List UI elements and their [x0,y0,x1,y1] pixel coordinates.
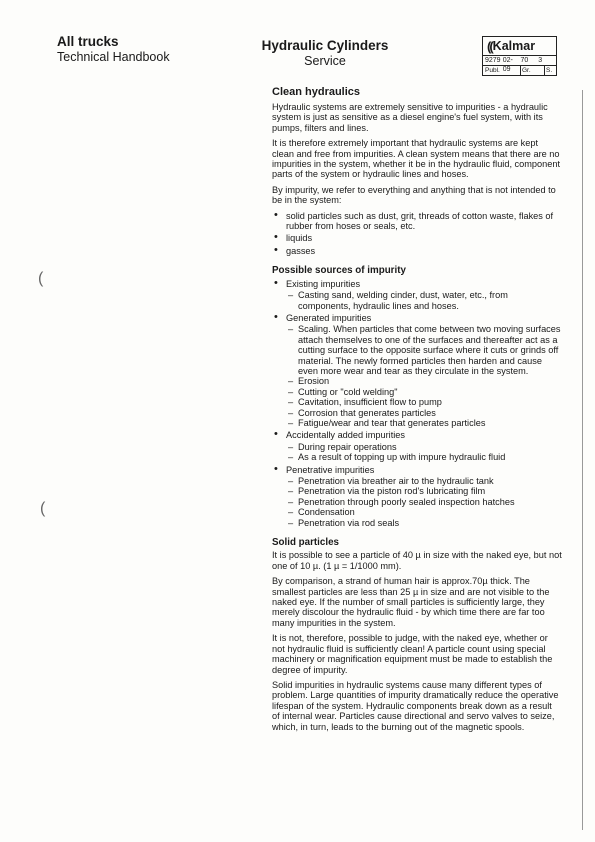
list-item-label: Penetrative impurities [286,464,375,475]
brand-name: Kalmar [492,39,536,53]
sub-list-item: – Corrosion that generates particles [298,408,562,418]
sub-list-item: – As a result of topping up with impure hydraulic fluid [298,452,562,462]
document-id-box [482,36,557,76]
brand-logo [483,37,556,56]
page-body [272,86,562,737]
list-item: • liquids [286,233,562,243]
section-title: Clean hydraulics [272,86,361,98]
section-title: Solid particles [272,537,339,549]
sub-list-item: – Cavitation, insufficient flow to pump [298,397,562,407]
paragraph: By comparison, a strand of human hair is approx.70µ thick. The smallest particles are less than 25 µ in size and are not visible to the naked eye. If the number of small particles is sufficiently large, they merely discolour the hydraulic fluid - by which time there are far too many impurities in the system. [272,576,550,628]
list-item [286,465,562,528]
margin-mark: ( [40,500,46,517]
list-item [286,313,562,428]
paragraph: Solid impurities in hydraulic systems cause many different types of problem. Large quantities of impurity dramatically reduce the operative lifespan of the system. Hydraulic components break down as a result of internal wear. Particles cause directional and servo valves to seize, which, in turn, leads to the burning out of the magnetic spools. [272,679,559,732]
page-label: S. [544,66,556,75]
doc-number-part: 9279 [485,57,501,64]
list-item [286,430,562,462]
header-left-subtitle: Technical Handbook [57,50,170,64]
sub-list [286,324,562,428]
sub-list [286,442,562,463]
header-left [57,34,170,65]
impurity-source-list [272,279,562,528]
paragraph: It is possible to see a particle of 40 µ in size with the naked eye, but not one of 10 µ. (1 µ = 1/1000 mm). [272,550,562,571]
doc-number-part: 70 [520,57,529,64]
publication-row [483,66,556,75]
kalmar-logo-icon: (( [487,38,492,54]
header-left-title: All trucks [57,34,119,49]
doc-number-part: 02-09 [502,57,513,73]
sub-list-item: – Penetration via breather air to the hydraulic tank [298,476,562,486]
sub-list-item: – Penetration via rod seals [298,518,562,528]
header-center-title: Hydraulic Cylinders [261,38,389,53]
paragraph: By impurity, we refer to everything and anything that is not intended to be in the system: [272,184,556,206]
sub-list-item: – Penetration via the piston rod's lubricating film [298,486,562,496]
sub-list-item: – Cutting or "cold welding" [298,387,562,397]
sub-list [286,476,562,528]
sub-list-item: – Penetration through poorly sealed inspection hatches [298,497,562,507]
list-item: • solid particles such as dust, grit, threads of cotton waste, flakes of rubber from hoses or seals, etc. [286,211,562,232]
group-label: Gr. [520,66,544,75]
paragraph: It is not, therefore, possible to judge, with the naked eye, whether or not hydraulic fluid is sufficiently clean! A particle count using special machinery or magnification equipment must be made to establish the degree of impurity. [272,633,553,675]
sub-list-item: – Scaling. When particles that come between two moving surfaces attach themselves to one of the surfaces and thereafter act as a cutting surface to the opposite surface where it cuts or grinds off material. The newly formed particles then harden and cause even more wear and tear as they circulate in the system. [298,324,562,376]
sub-list-item: – During repair operations [298,442,562,452]
list-item-label: Generated impurities [286,312,372,323]
list-item: • gasses [286,246,562,256]
list-item [286,279,562,311]
margin-mark: ( [38,270,44,287]
header-center-subtitle: Service [304,54,346,68]
section-title: Possible sources of impurity [272,265,406,277]
sub-list-item: – Condensation [298,507,562,517]
sub-list-item: – Erosion [298,376,562,386]
sub-list-item: – Casting sand, welding cinder, dust, water, etc., from components, hydraulic lines and hoses. [298,290,562,311]
list-item-label: Existing impurities [286,278,361,289]
paragraph: Hydraulic systems are extremely sensitive to impurities - a hydraulic system is just as sensitive as a diesel engine's fuel system, with its pumps, filters and lines. [272,102,548,133]
publication-label: Publ. [485,67,500,74]
list-item-label: Accidentally added impurities [286,430,405,441]
sub-list-item: – Fatigue/wear and tear that generates particles [298,418,562,428]
header-center [255,38,395,69]
impurity-type-list [272,211,562,257]
sub-list [286,290,562,311]
doc-number-part: 3 [538,57,543,64]
page-edge-line [582,90,583,830]
paragraph: It is therefore extremely important that hydraulic systems are kept clean and free from impurities. A clean system means that there are no impurities in the system, whether it be in the hydraulic fluid, component parts of the system or hydraulic lines and hoses. [272,138,561,180]
